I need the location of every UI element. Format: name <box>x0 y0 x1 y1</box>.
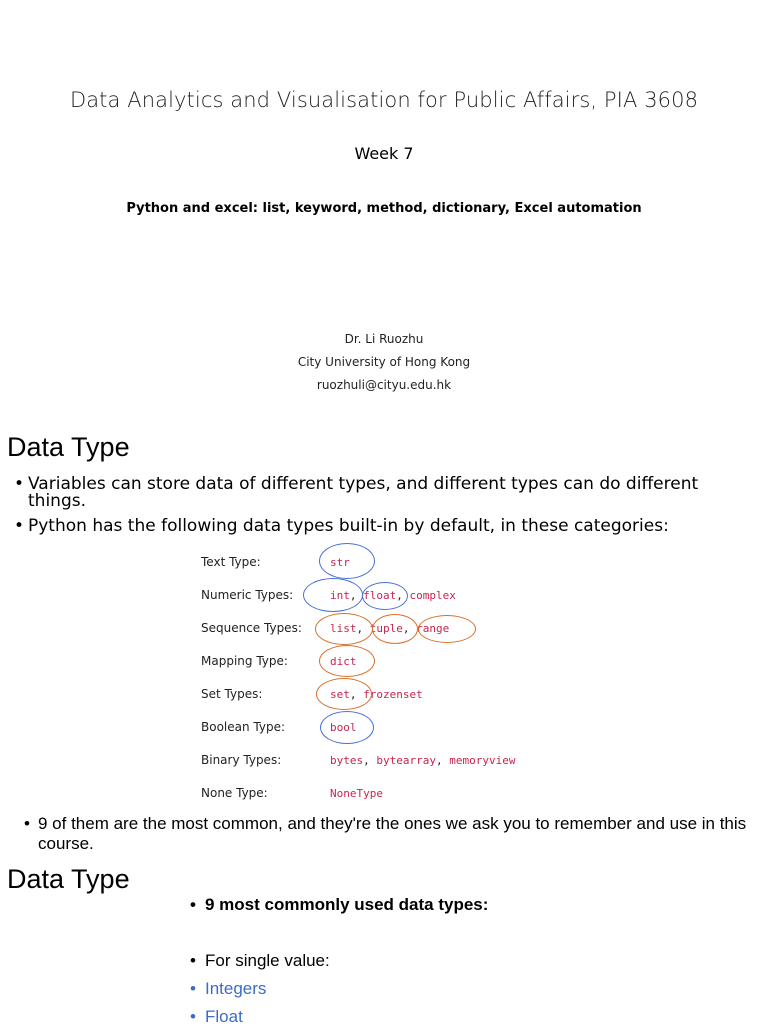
slide-heading: Data Type <box>7 864 130 894</box>
type-label: Mapping Type: <box>201 654 288 668</box>
bullet-icon: • <box>14 474 25 494</box>
bullet-text: Python has the following data types built-in by default, in these categories: <box>28 516 669 536</box>
highlight-circle <box>418 615 476 643</box>
list-item-text: Float <box>205 1007 243 1026</box>
type-label: Text Type: <box>201 555 261 569</box>
highlight-circle <box>362 582 408 610</box>
type-label: Sequence Types: <box>201 621 302 635</box>
lecture-subtitle: Python and excel: list, keyword, method, dictionary, Excel automation <box>126 201 642 216</box>
bullet-icon: • <box>190 979 196 998</box>
highlight-circle <box>315 613 373 645</box>
bullet-icon: • <box>190 1007 196 1026</box>
bullet-text: 9 of them are the most common, and they're the ones we ask you to remember and use in this course. <box>38 814 747 853</box>
type-label: None Type: <box>201 786 268 800</box>
week-label: Week 7 <box>354 144 414 163</box>
author-name: Dr. Li Ruozhu <box>344 332 424 346</box>
highlight-circle <box>319 543 375 579</box>
highlight-circle <box>316 678 372 710</box>
author-organization: City University of Hong Kong <box>297 355 471 369</box>
bullet-text: 9 most commonly used data types: <box>205 895 489 914</box>
type-values: list, tuple, range <box>330 622 450 635</box>
slide-heading: Data Type <box>7 432 130 462</box>
type-values: bool <box>330 721 357 734</box>
bullet-icon: • <box>190 895 196 914</box>
bullet-icon: • <box>14 516 25 536</box>
highlight-circle <box>303 578 363 612</box>
bullet-icon: • <box>190 951 196 970</box>
list-item-text: Integers <box>205 979 267 998</box>
type-label: Set Types: <box>201 687 263 701</box>
highlight-circle <box>320 711 374 744</box>
bullet-text: Variables can store data of different types, and different types can do different things. <box>28 474 699 511</box>
type-values: set, frozenset <box>330 688 423 701</box>
type-values: int, float, complex <box>330 589 456 602</box>
type-values: bytes, bytearray, memoryview <box>330 754 516 767</box>
type-label: Binary Types: <box>201 753 282 767</box>
type-label: Numeric Types: <box>201 588 294 602</box>
course-title: Data Analytics and Visualisation for Public Affairs, PIA 3608 <box>69 88 699 112</box>
highlight-circle <box>372 614 418 644</box>
author-email: ruozhuli@cityu.edu.hk <box>316 378 452 392</box>
highlight-circle <box>319 645 375 677</box>
bullet-text: For single value: <box>205 951 330 970</box>
bullet-icon: • <box>24 814 30 833</box>
type-values: dict <box>330 655 357 668</box>
type-values: NoneType <box>330 787 383 800</box>
type-label: Boolean Type: <box>201 720 286 734</box>
type-values: str <box>330 556 350 569</box>
